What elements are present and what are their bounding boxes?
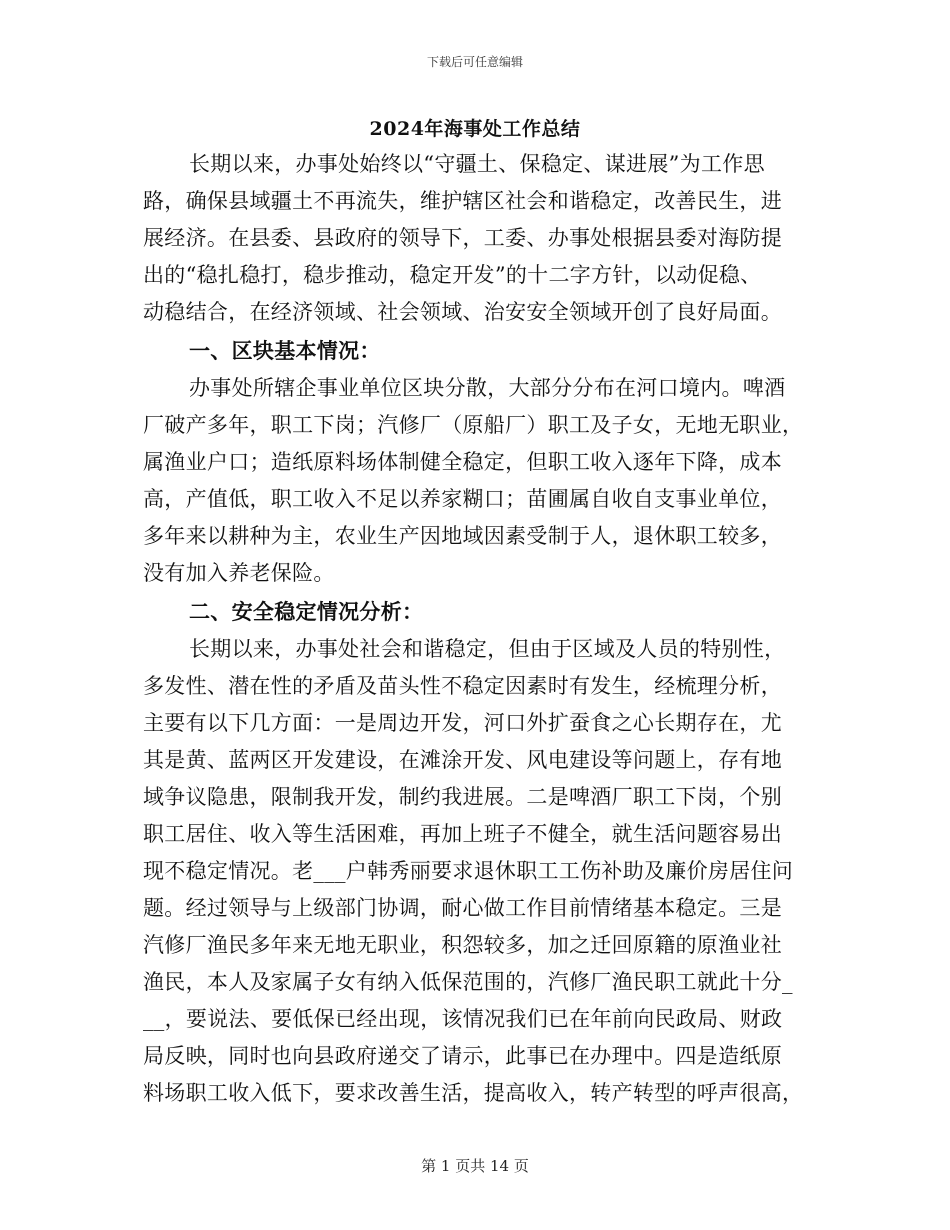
section-heading: 一、区块基本情况： [189,338,381,363]
paragraph-line: 职工居住、收入等生活困难，再加上班子不健全，就生活问题容易出 [143,822,782,846]
paragraph-line: 办事处所辖企事业单位区块分散，大部分分布在河口境内。啤酒 [189,376,786,400]
paragraph-line: 局反映，同时也向县政府递交了请示，此事已在办理中。四是造纸原 [143,1044,782,1068]
paragraph-line: 渔民，本人及家属子女有纳入低保范围的，汽修厂渔民职工就此十分_ [143,970,793,994]
page-number-footer: 第 1 页共 14 页 [421,1157,529,1175]
paragraph-line: 长期以来，办事处社会和谐稳定，但由于区域及人员的特别性， [189,637,786,661]
paragraph-line: 厂破产多年，职工下岗；汽修厂（原船厂）职工及子女，无地无职业， [143,413,804,437]
paragraph-line: 现不稳定情况。老___户韩秀丽要求退休职工工伤补助及廉价房居住问 [143,859,794,883]
paragraph-line: 长期以来，办事处始终以“守疆土、保稳定、谋进展”为工作思 [189,152,765,176]
paragraph-line: 多发性、潜在性的矛盾及苗头性不稳定因素时有发生，经梳理分析， [143,674,782,698]
document-title: 2024年海事处工作总结 [369,118,581,140]
paragraph-line: 路，确保县域疆土不再流失，维护辖区社会和谐稳定，改善民生，进 [143,189,782,213]
paragraph-line: 出的“稳扎稳打，稳步推动，稳定开发”的十二字方针，以动促稳、 [143,263,762,287]
paragraph-line: __，要说法、要低保已经出现，该情况我们已在年前向民政局、财政 [143,1007,783,1031]
paragraph-line: 属渔业户口；造纸原料场体制健全稳定，但职工收入逐年下降，成本 [143,450,782,474]
paragraph-line: 汽修厂渔民多年来无地无职业，积怨较多，加之迁回原籍的原渔业社 [143,933,782,957]
paragraph-line: 其是黄、蓝两区开发建设，在滩涂开发、风电建设等问题上，存有地 [143,748,782,772]
header-note: 下载后可任意编辑 [426,55,523,69]
paragraph-line: 动稳结合，在经济领域、社会领域、治安安全领域开创了良好局面。 [143,300,782,324]
paragraph-line: 料场职工收入低下，要求改善生活，提高收入，转产转型的呼声很高， [143,1081,804,1105]
paragraph-line: 题。经过领导与上级部门协调，耐心做工作目前情绪基本稳定。三是 [143,896,782,920]
paragraph-line: 展经济。在县委、县政府的领导下，工委、办事处根据县委对海防提 [143,226,782,250]
paragraph-line: 没有加入养老保险。 [143,561,335,585]
paragraph-line: 主要有以下几方面：一是周边开发，河口外扩蚕食之心长期存在，尤 [143,711,782,735]
paragraph-line: 多年来以耕种为主，农业生产因地域因素受制于人，退休职工较多， [143,524,782,548]
paragraph-line: 域争议隐患，限制我开发，制约我进展。二是啤酒厂职工下岗，个别 [143,785,782,809]
section-heading: 二、安全稳定情况分析： [189,599,424,624]
paragraph-line: 高，产值低，职工收入不足以养家糊口；苗圃属自收自支事业单位， [143,487,782,511]
